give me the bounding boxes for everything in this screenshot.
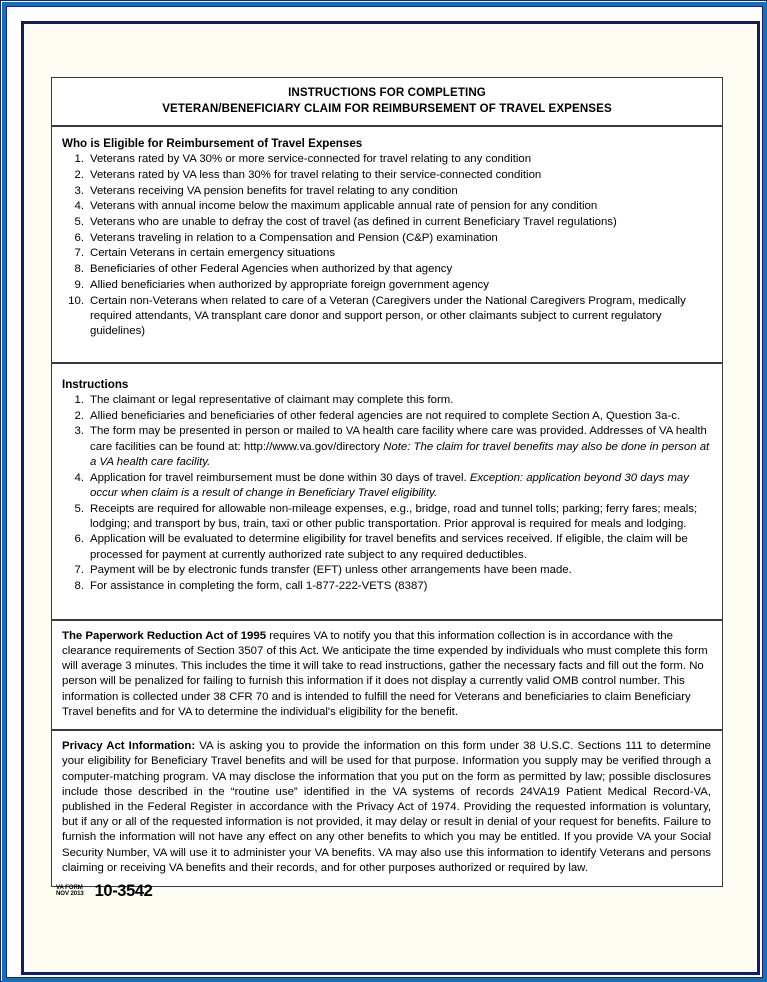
list-item-text: Application will be evaluated to determine eligibility for travel benefits and services received. If eligible, the claim will be processed for payment at currently authorized rate subject to any required deductibles.: [90, 533, 688, 561]
list-item: [62, 471, 711, 501]
list-item-number: 6.: [74, 533, 84, 546]
list-item: [62, 579, 711, 594]
list-item: [62, 215, 711, 230]
list-item: [62, 409, 711, 424]
list-item: [62, 502, 711, 532]
eligibility-heading: Who is Eligible for Reimbursement of Travel Expenses: [62, 136, 363, 150]
list-item-number: 8.: [74, 580, 84, 593]
paperwork-reduction-body: requires VA to notify you that this information collection is in accordance with the clearance requirements of Section 3507 of this Act. We anticipate the time expended by individuals who must complete this form will average 3 minutes. This includes the time it will take to read instructions, gather the necessary facts and fill out the form. No person will be penalized for failing to furnish this information if it does not display a currently valid OMB control number. This information is collected under 38 CFR 70 and is intended to fulfill the need for Veterans and beneficiaries to claim Beneficiary Travel benefits and for VA to determine the individual's eligibility for the benefit.: [62, 629, 708, 718]
list-item: [62, 424, 711, 470]
paperwork-reduction-section: [51, 620, 723, 730]
list-item-note: Note: The claim for travel benefits may also be done in person at a VA health care facility.: [90, 440, 710, 468]
list-item-number: 9.: [74, 278, 84, 291]
list-item-text: Receipts are required for allowable non-mileage expenses, e.g., bridge, road and tunnel tolls; parking; ferry fares; meals; lodging; and transport by bus, train, taxi or other public transportation. Prior approval is required for meals and lodging.: [90, 502, 698, 530]
list-item-number: 3.: [74, 184, 84, 197]
list-item-text: Allied beneficiaries when authorized by appropriate foreign government agency: [90, 278, 489, 291]
title-box: [51, 77, 723, 126]
list-item-number: 5.: [74, 216, 84, 229]
form-number: 10-3542: [94, 882, 153, 900]
document-body: [51, 77, 723, 887]
list-item: [62, 231, 711, 246]
form-stamp-line-2: NOV 2013: [56, 890, 84, 898]
list-item-text: Veterans receiving VA pension benefits for travel relating to any condition: [90, 184, 458, 197]
list-item: [62, 199, 711, 214]
list-item-number: 1.: [74, 153, 84, 166]
list-item: [62, 278, 711, 293]
list-item-text: Allied beneficiaries and beneficiaries of other federal agencies are not required to complete Section A, Question 3a-c.: [90, 409, 681, 422]
list-item: [62, 262, 711, 277]
title-line-1: INSTRUCTIONS FOR COMPLETING: [288, 86, 486, 99]
list-item: [62, 152, 711, 167]
privacy-act-body: VA is asking you to provide the information on this form under 38 U.S.C. Sections 111 to determine your eligibility for Beneficiary Travel benefits and will be used for that purpose. Information you supply may be verified through a computer-matching program. VA may disclose the information that you put on the form as permitted by law; possible disclosures include those described in the “routine use” identified in the VA systems of records 24VA19 Patient Medical Record-VA, published in the Federal Register in accordance with the Privacy Act of 1974. Providing the requested information is voluntary, but if any or all of the requested information is not provided, it may delay or result in denial of your request for benefits. Failure to furnish the information will not have any effect on any other benefits to which you may be entitled. If you provide VA your Social Security Number, VA will use it to administer your VA benefits. VA may also use this information to identify Veterans and persons claiming or receiving VA benefits and their records, and for other purposes authorized or required by law.: [62, 740, 712, 874]
list-item-text: Beneficiaries of other Federal Agencies when authorized by that agency: [90, 263, 453, 276]
instructions-heading: Instructions: [62, 377, 129, 391]
paperwork-reduction-lead: The Paperwork Reduction Act of 1995: [62, 629, 267, 642]
list-item-number: 2.: [74, 168, 84, 181]
list-item-text: The claimant or legal representative of claimant may complete this form.: [90, 393, 454, 406]
list-item-number: 4.: [74, 471, 84, 484]
list-item-number: 6.: [74, 231, 84, 244]
instructions-section: [51, 363, 723, 620]
list-item-text: Veterans traveling in relation to a Compensation and Pension (C&P) examination: [90, 231, 498, 244]
list-item-text: Veterans with annual income below the maximum applicable annual rate of pension for any condition: [90, 200, 598, 213]
instructions-list: [62, 393, 711, 594]
privacy-act-paragraph: [62, 739, 711, 876]
list-item-number: 10.: [68, 294, 84, 307]
list-item-text: For assistance in completing the form, call 1-877-222-VETS (8387): [90, 580, 428, 593]
form-footer: [56, 883, 152, 900]
list-item-number: 5.: [74, 502, 84, 515]
list-item-text: Veterans rated by VA less than 30% for travel relating to their service-connected condition: [90, 168, 542, 181]
list-item: [62, 393, 711, 408]
form-stamp: [56, 885, 84, 900]
list-item-number: 2.: [74, 409, 84, 422]
list-item-text: Certain non-Veterans when related to care of a Veteran (Caregivers under the National Caregivers Program, medically required attendants, VA transplant care donor and support person, or other claimants subject to current regulatory guidelines): [90, 294, 686, 338]
list-item: [62, 532, 711, 562]
form-stamp-line-1: VA FORM: [56, 883, 83, 891]
list-item-text: The form may be presented in person or mailed to VA health care facility where care was provided. Addresses of VA health care facilities can be found at: http://www.va.gov/directory: [90, 425, 707, 453]
list-item: [62, 563, 711, 578]
list-item-text: Veterans rated by VA 30% or more service-connected for travel relating to any condition: [90, 153, 532, 166]
list-item-number: 7.: [74, 247, 84, 260]
list-item: [62, 184, 711, 199]
list-item-text: Certain Veterans in certain emergency situations: [90, 247, 336, 260]
list-item: [62, 246, 711, 261]
eligibility-list: [62, 152, 711, 339]
list-item-text: Veterans who are unable to defray the cost of travel (as defined in current Beneficiary Travel regulations): [90, 216, 617, 229]
title-line-2: VETERAN/BENEFICIARY CLAIM FOR REIMBURSEMENT OF TRAVEL EXPENSES: [162, 101, 612, 115]
list-item-number: 3.: [74, 425, 84, 438]
list-item-number: 1.: [74, 393, 84, 406]
paperwork-reduction-paragraph: [62, 629, 711, 720]
list-item-number: 7.: [74, 564, 84, 577]
eligibility-section: [51, 126, 723, 363]
list-item-number: 4.: [74, 200, 84, 213]
privacy-act-lead: Privacy Act Information:: [62, 740, 196, 753]
list-item-text: Application for travel reimbursement must be done within 30 days of travel.: [90, 471, 470, 484]
list-item: [62, 168, 711, 183]
list-item-text: Payment will be by electronic funds transfer (EFT) unless other arrangements have been made.: [90, 564, 572, 577]
list-item-number: 8.: [74, 263, 84, 276]
list-item: [62, 294, 711, 340]
privacy-act-section: [51, 730, 723, 887]
list-item-note: Exception: application beyond 30 days may occur when claim is a result of change in Beneficiary Travel eligibility.: [90, 471, 689, 499]
